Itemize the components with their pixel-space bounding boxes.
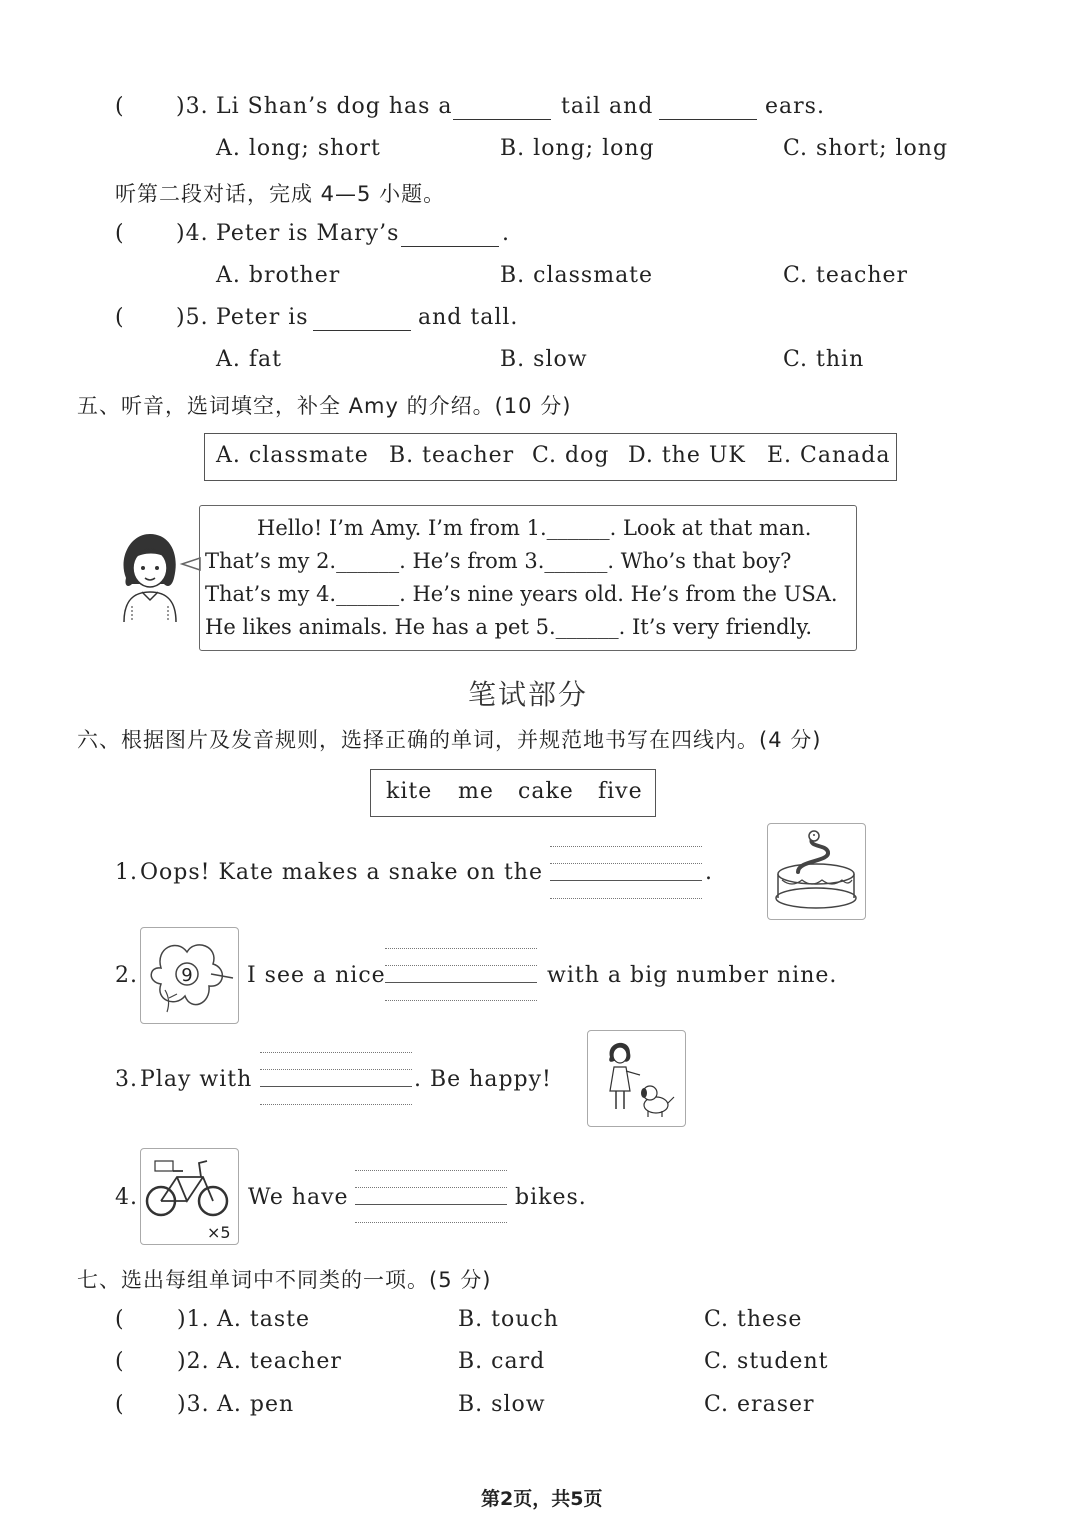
fill-blank[interactable] [313,308,411,331]
question-text: Peter is [216,305,309,330]
question-text: We have [248,1185,349,1210]
section-heading: 五、听音，选词填空，补全 Amy 的介绍。(10 分) [77,394,572,418]
question-text: and tall. [418,305,519,330]
svg-text:9: 9 [181,965,193,986]
question-text: Li Shan’s dog has a [216,94,453,119]
question-text: tail and [561,94,654,119]
question-number: 3. [115,1067,138,1092]
question-number: )2. [177,1349,210,1374]
dialog-intro: 听第二段对话，完成 4—5 小题。 [115,182,446,206]
word-bank [370,769,656,817]
word-bank-item: A. classmate [216,443,369,468]
picture-box [587,1030,686,1127]
question-text: bikes. [515,1185,587,1210]
question-number: 2. [115,963,138,988]
question-number: 4. [115,1185,138,1210]
option-b: B. slow [458,1392,546,1417]
option-b: B. touch [458,1307,559,1332]
question-text: ears. [765,94,825,119]
four-line-writing-area[interactable] [355,1170,507,1224]
option-c: C. thin [783,347,865,372]
picture-box [767,823,866,920]
question-text: . Be happy! [414,1067,552,1092]
option-a: A. teacher [217,1349,342,1374]
four-line-writing-area[interactable] [385,948,537,1002]
cake-snake-icon [768,824,864,918]
four-line-writing-area[interactable] [550,846,702,900]
question-number: 1. [115,860,138,885]
answer-paren[interactable]: ( [115,1307,125,1332]
question-text: . [705,860,713,885]
option-a: A. fat [216,347,282,372]
section-heading: 七、选出每组单词中不同类的一项。(5 分) [77,1268,492,1292]
word-bank-item: D. the UK [628,443,746,468]
question-number: )5. [176,305,209,330]
question-text: I see a nice [247,963,386,988]
option-a: A. taste [217,1307,310,1332]
question-text: with a big number nine. [547,963,838,988]
section-heading: 六、根据图片及发音规则，选择正确的单词，并规范地书写在四线内。(4 分) [77,728,822,752]
option-b: B. classmate [500,263,654,288]
question-number: )3. [176,94,209,119]
answer-paren[interactable]: ( [115,305,125,330]
passage-line: He likes animals. He has a pet 5.______. It’s very friendly. [205,615,813,639]
picture-box [140,927,239,1024]
page-number: 第2页，共5页 [481,1488,603,1510]
option-c: C. short; long [783,136,949,161]
option-b: B. slow [500,347,588,372]
word-bank-item: me [458,779,494,804]
girl-with-dog-icon [588,1031,684,1125]
four-line-writing-area[interactable] [260,1052,412,1106]
girl-illustration [112,528,204,624]
fill-blank[interactable] [659,97,757,120]
question-text: Play with [140,1067,253,1092]
word-bank-item: C. dog [532,443,610,468]
picture-box [140,1148,239,1245]
option-c: C. teacher [783,263,909,288]
word-bank-item: cake [518,779,574,804]
question-number: )4. [176,221,209,246]
answer-paren[interactable]: ( [115,94,125,119]
option-a: A. pen [217,1392,295,1417]
option-c: C. student [704,1349,829,1374]
question-number: )3. [177,1392,210,1417]
question-number: )1. [177,1307,210,1332]
multiplier-label: ×5 [207,1223,231,1242]
answer-paren[interactable]: ( [115,1392,125,1417]
passage-line: That’s my 4.______. He’s nine years old. He’s from the USA. [205,582,838,606]
kite-icon [141,928,237,1022]
option-c: C. these [704,1307,803,1332]
word-bank [204,433,897,481]
word-bank-item: B. teacher [389,443,515,468]
fill-blank[interactable] [453,97,551,120]
option-b: B. card [458,1349,546,1374]
question-text: . [502,221,510,246]
page-subtitle: 笔试部分 [468,678,589,711]
question-text: Oops! Kate makes a snake on the [140,860,543,885]
question-text: Peter is Mary’s [216,221,400,246]
speech-bubble [199,505,857,651]
word-bank-item: five [598,779,643,804]
fill-blank[interactable] [401,224,499,247]
answer-paren[interactable]: ( [115,221,125,246]
answer-paren[interactable]: ( [115,1349,125,1374]
option-a: A. long; short [216,136,381,161]
option-c: C. eraser [704,1392,815,1417]
passage-line: Hello! I’m Amy. I’m from 1.______. Look at that man. [257,516,812,540]
option-b: B. long; long [500,136,655,161]
word-bank-item: E. Canada [767,443,891,468]
word-bank-item: kite [386,779,433,804]
passage-line: That’s my 2.______. He’s from 3.______. Who’s that boy? [205,549,792,573]
option-a: A. brother [216,263,341,288]
